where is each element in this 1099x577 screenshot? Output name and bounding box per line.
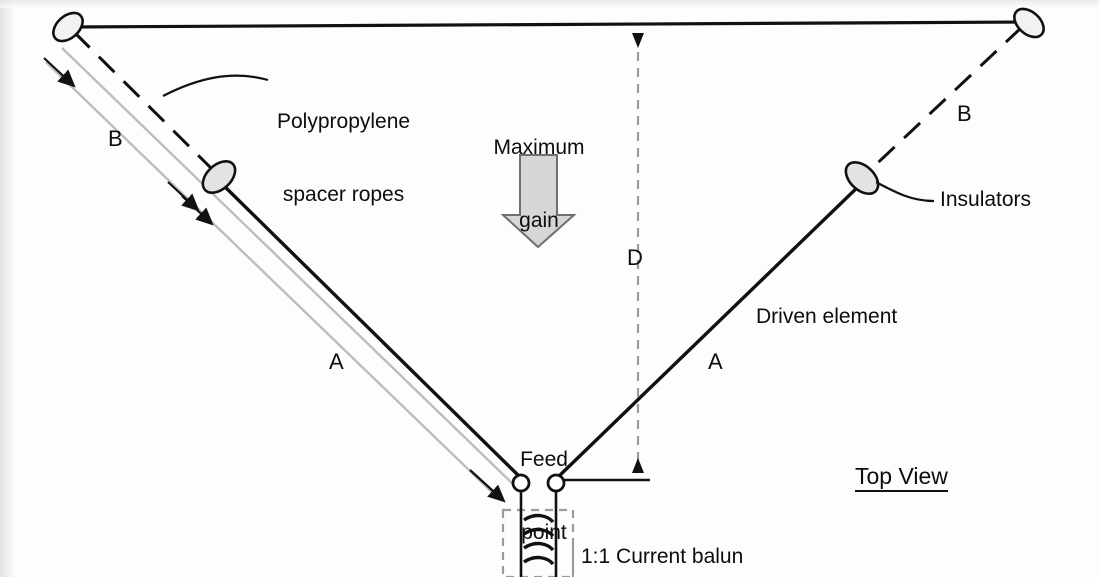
spacer-ropes-label-line1: Polypropylene <box>277 110 411 134</box>
dimension-d-label: D <box>627 245 643 270</box>
spacer-ropes-leader-line <box>163 76 268 96</box>
current-balun-label: 1:1 Current balun <box>581 545 744 568</box>
driven-element-right-leg <box>557 182 863 478</box>
insulator-top-right <box>1009 3 1049 42</box>
maximum-gain-label-line1: Maximum <box>493 136 585 160</box>
segment-b-left-dashed <box>74 32 215 172</box>
maximum-gain-label <box>478 88 600 281</box>
top-view-title: Top View <box>855 463 948 492</box>
insulator-right <box>840 156 884 199</box>
driven-element-label: Driven element <box>756 305 898 328</box>
insulators-leader-line <box>876 182 934 201</box>
spacer-ropes-label <box>277 62 410 255</box>
dimension-b-left-label: B <box>108 126 123 151</box>
dimension-a-right-label: A <box>708 349 723 374</box>
maximum-gain-label-line2: gain <box>519 208 559 232</box>
spacer-ropes-label-line2: spacer ropes <box>282 182 405 206</box>
feed-point-label <box>505 400 583 577</box>
segment-b-right-dashed <box>868 27 1022 172</box>
dimension-a-left-label: A <box>329 349 344 374</box>
feed-point-label-line2: point <box>521 520 567 544</box>
insulators-label: Insulators <box>940 188 1032 211</box>
dimension-b-right-label: B <box>957 101 972 126</box>
feed-point-label-line1: Feed <box>520 448 568 472</box>
top-horizontal-wire <box>72 22 1026 27</box>
